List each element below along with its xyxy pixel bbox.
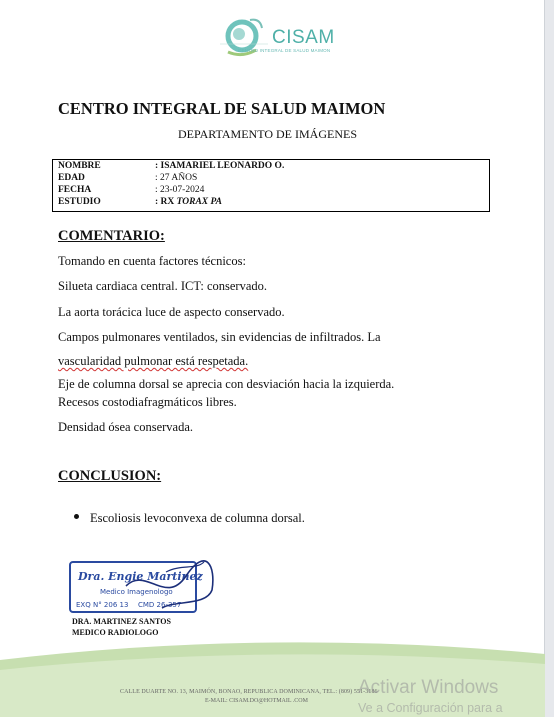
age-label: EDAD — [58, 173, 85, 183]
footer-email: E-MAIL: CISAM.DO@HOTMAIL .COM — [205, 698, 308, 704]
activation-watermark-subtitle: Ve a Configuración para a — [358, 701, 503, 715]
stamp-exq: EXQ N° 206 13 — [76, 601, 129, 609]
page-edge — [544, 0, 554, 717]
study-value — [155, 197, 222, 208]
comment-line: vascularidad pulmonar está respetada. — [58, 354, 249, 368]
stamp-doctor-name: Dra. Engie Martinez — [78, 570, 203, 583]
conclusion-item: Escoliosis levoconvexa de columna dorsal. — [90, 511, 305, 525]
document-title: CENTRO INTEGRAL DE SALUD MAIMON — [58, 99, 386, 118]
comment-line: Recesos costodiafragmáticos libres. — [58, 395, 237, 409]
study-value-prefix: : RX — [155, 197, 177, 207]
conclusion-heading: CONCLUSION: — [58, 468, 162, 484]
stamp-title: Medico Imagenologo — [100, 588, 173, 596]
comment-line: Eje de columna dorsal se aprecia con desviación hacia la izquierda. — [58, 377, 395, 391]
age-value: : 27 AÑOS — [155, 173, 198, 183]
department-title: DEPARTAMENTO DE IMÁGENES — [178, 127, 357, 141]
signature-name: DRA. MARTINEZ SANTOS — [72, 617, 171, 626]
patient-info-box — [52, 159, 490, 212]
signature-stamp — [66, 556, 226, 620]
stamp-cmd: CMD 26-357 — [138, 601, 182, 609]
signature-role: MEDICO RADIOLOGO — [72, 628, 159, 637]
name-value: : ISAMARIEL LEONARDO O. — [155, 161, 285, 171]
study-label: ESTUDIO — [58, 197, 101, 207]
footer-address: CALLE DUARTE NO. 13, MAIMÓN, BONAO, REPUBLICA DOMINICANA, TEL.: (809) 551-3186 — [120, 689, 378, 695]
logo-subtext: CENTRO INTEGRAL DE SALUD MAIMON — [238, 48, 331, 53]
comment-line: Densidad ósea conservada. — [58, 420, 194, 434]
comment-line: Campos pulmonares ventilados, sin evidencias de infiltrados. La — [58, 330, 381, 344]
comment-line: La aorta torácica luce de aspecto conservado. — [58, 305, 285, 319]
comment-heading: COMENTARIO: — [58, 228, 165, 244]
comment-line: Tomando en cuenta factores técnicos: — [58, 254, 246, 268]
date-value: : 23-07-2024 — [155, 185, 205, 195]
comment-line: Silueta cardiaca central. ICT: conservado. — [58, 279, 268, 293]
name-label: NOMBRE — [58, 161, 101, 171]
logo-name: CISAM — [272, 27, 335, 48]
study-value-type: TORAX PA — [176, 197, 222, 207]
activation-watermark-title: Activar Windows — [358, 677, 499, 698]
date-label: FECHA — [58, 185, 92, 195]
bullet-icon — [74, 514, 79, 519]
